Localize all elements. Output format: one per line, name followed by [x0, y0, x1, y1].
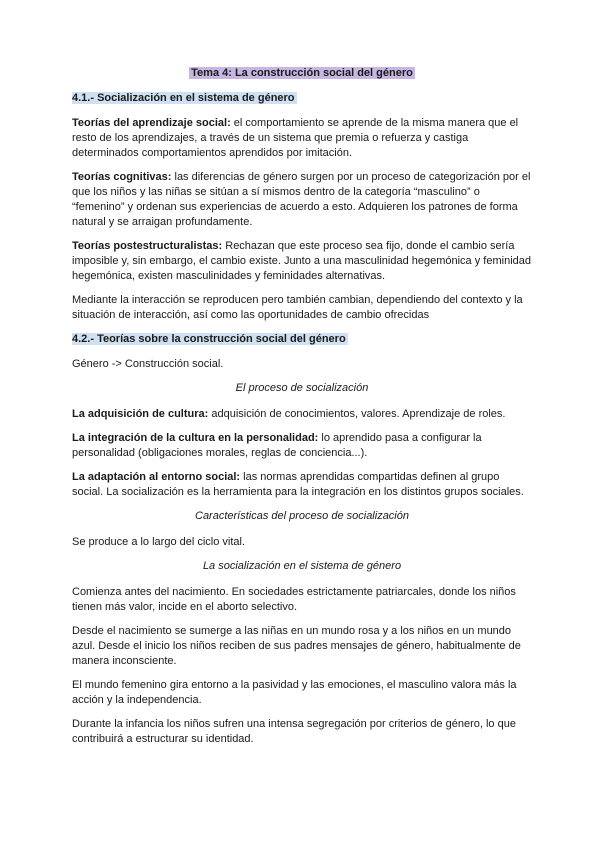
- characteristic-text: Se produce a lo largo del ciclo vital.: [72, 536, 246, 548]
- process-term: La integración de la cultura en la personalidad:: [72, 432, 319, 444]
- gender-paragraph: El mundo femenino gira entorno a la pasividad y las emociones, el masculino valora más la acción y la independencia.: [72, 679, 517, 706]
- subtitle-characteristics: Características del proceso de socialización: [195, 510, 409, 522]
- process-text: las normas aprendidas compartidas definen al grupo social. La socialización es la herramienta para la integración en los distintos grupos sociales.: [72, 471, 524, 498]
- process-text: adquisición de conocimientos, valores. Aprendizaje de roles.: [208, 408, 506, 420]
- theory-term: Teorías del aprendizaje social:: [72, 117, 231, 129]
- gender-paragraph: Comienza antes del nacimiento. En sociedades estrictamente patriarcales, donde los niños tienen más valor, incide en el aborto selectivo.: [72, 586, 516, 613]
- process-item-integration: [72, 431, 532, 461]
- theory-paragraph-poststructuralist: [72, 239, 532, 284]
- subtitle-socialization-process: El proceso de socialización: [235, 382, 369, 394]
- theory-text: las diferencias de género surgen por un proceso de categorización por el que los niños y las niñas se sitúan a sí mismos dentro de la categoría “masculino” o “femenino” y ordenan sus experiencias de acuerdo a esto. Adquieren los patrones de forma natural y se arraigan profundamente.: [72, 171, 531, 228]
- section-1-closing: Mediante la interacción se reproducen pero también cambian, dependiendo del contexto y la situación de interacción, así como las oportunidades de cambio ofrecidas: [72, 294, 523, 321]
- section-1-heading-text: 4.1.- Socialización en el sistema de género: [72, 92, 295, 104]
- theory-term: Teorías postestructuralistas:: [72, 240, 223, 252]
- section-2-heading-text: 4.2.- Teorías sobre la construcción social del género: [72, 333, 346, 345]
- gender-paragraph: Durante la infancia los niños sufren una intensa segregación por criterios de género, lo que contribuirá a estructurar su identidad.: [72, 718, 516, 745]
- process-item-adaptation: [72, 470, 532, 500]
- section-1-heading: [72, 91, 532, 106]
- theory-text: Rechazan que este proceso sea fijo, donde el cambio sería imposible y, sin embargo, el cambio existe. Junto a una masculinidad hegemónica y feminidad hegemónica, existen masculinidades y feminidades alternativas.: [72, 240, 531, 282]
- process-text: lo aprendido pasa a configurar la personalidad (obligaciones morales, reglas de conciencia...).: [72, 432, 482, 459]
- title-row: [72, 66, 532, 81]
- document-title: Tema 4: La construcción social del género: [191, 67, 413, 79]
- process-item-culture: [72, 407, 532, 422]
- section-2-intro: Género -> Construcción social.: [72, 358, 224, 370]
- document-page: [72, 66, 532, 756]
- theory-text: el comportamiento se aprende de la misma manera que el resto de los aprendizajes, a través de un sistema que premia o refuerza y castiga determinados comportamientos aprendidos por imitación.: [72, 117, 519, 159]
- subtitle-gender-socialization: La socialización en el sistema de género: [202, 560, 402, 572]
- theory-term: Teorías cognitivas:: [72, 171, 172, 183]
- process-term: La adquisición de cultura:: [72, 408, 209, 420]
- theory-paragraph-cognitive: [72, 170, 532, 230]
- process-term: La adaptación al entorno social:: [72, 471, 241, 483]
- gender-paragraph: Desde el nacimiento se sumerge a las niñas en un mundo rosa y a los niños en un mundo azul. Desde el inicio los niños reciben de sus padres mensajes de género, habitualmente de manera inconsciente.: [72, 625, 521, 667]
- section-2-heading: [72, 332, 532, 347]
- theory-paragraph-social-learning: [72, 116, 532, 161]
